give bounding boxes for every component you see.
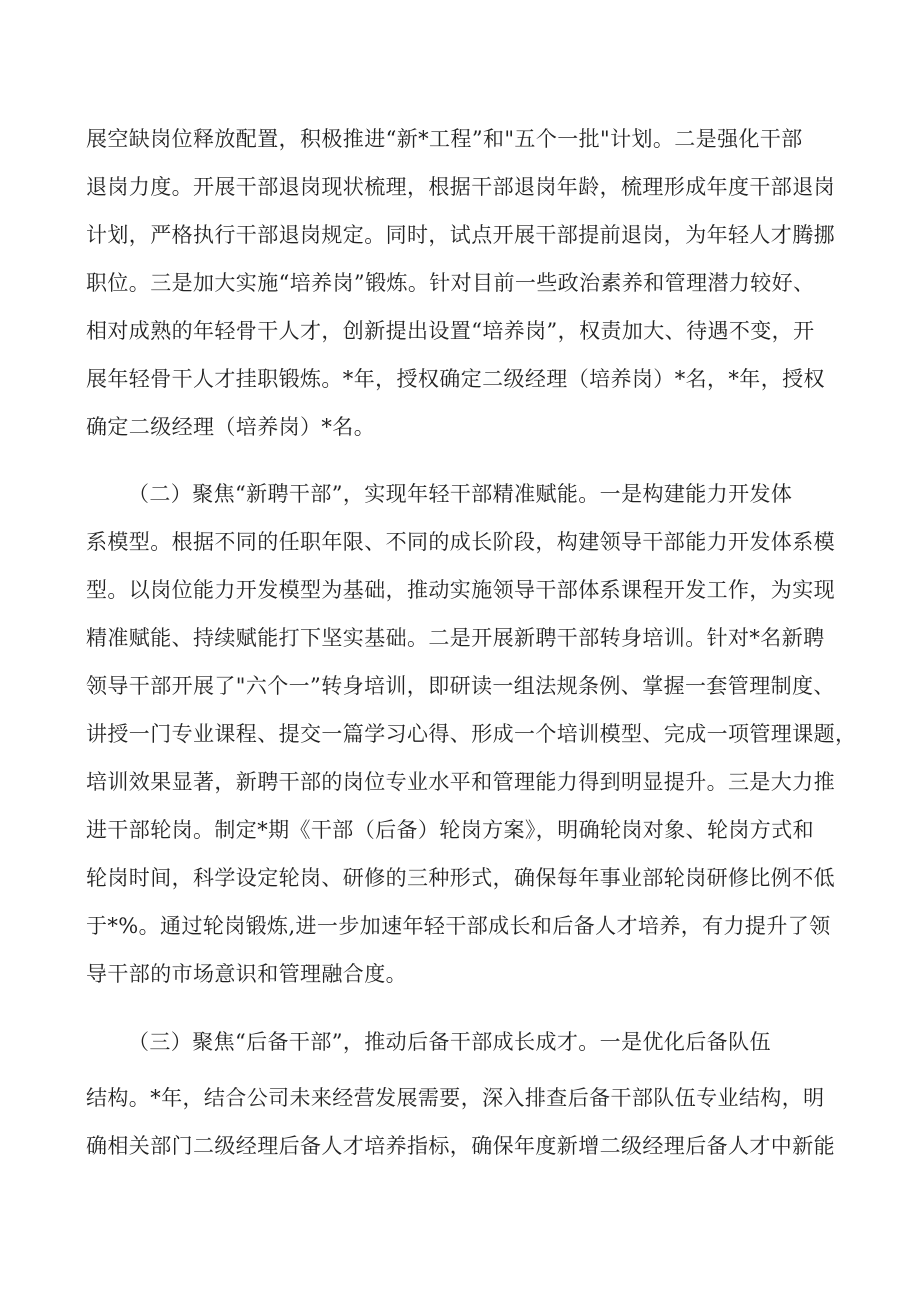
text-line: 退岗力度。开展干部退岗现状梳理，根据干部退岗年龄，梳理形成年度干部退岗 bbox=[86, 175, 835, 199]
text-line: 相对成熟的年轻骨干人才，创新提出设置“培养岗”，权责加大、待遇不变，开 bbox=[86, 319, 815, 343]
text-line: 导干部的市场意识和管理融合度。 bbox=[86, 962, 407, 986]
text-line: 职位。三是加大实施“培养岗”锻炼。针对目前一些政治素养和管理潜力较好、 bbox=[86, 271, 815, 295]
paragraph-heading-line: （三）聚焦“后备干部”，推动后备干部成长成才。一是优化后备队伍 bbox=[128, 1030, 771, 1054]
text-line: 确相关部门二级经理后备人才培养指标，确保年度新增二级经理后备人才中新能 bbox=[86, 1134, 835, 1158]
text-line: 确定二级经理（培养岗）*名。 bbox=[86, 415, 376, 439]
text-line: 结构。*年，结合公司未来经营发展需要，深入排查后备干部队伍专业结构，明 bbox=[86, 1086, 825, 1110]
text-line: 领导干部开展了"六个一”转身培训，即研读一组法规条例、掌握一套管理制度、 bbox=[86, 674, 835, 698]
text-line: 展空缺岗位释放配置，积极推进“新*工程”和"五个一批"计划。二是强化干部 bbox=[86, 127, 803, 151]
text-line: 于*%。通过轮岗锻炼,进一步加速年轻干部成长和后备人才培养，有力提升了领 bbox=[86, 914, 831, 938]
text-line: 培训效果显著，新聘干部的岗位专业水平和管理能力得到明显提升。三是大力推 bbox=[86, 770, 835, 794]
text-line: 进干部轮岗。制定*期《干部（后备）轮岗方案》，明确轮岗对象、轮岗方式和 bbox=[86, 818, 814, 842]
text-line: 系模型。根据不同的任职年限、不同的成长阶段，构建领导干部能力开发体系模 bbox=[86, 530, 835, 554]
text-line: 讲授一门专业课程、提交一篇学习心得、形成一个培训模型、完成一项管理课题， bbox=[86, 722, 857, 746]
text-line: 计划，严格执行干部退岗规定。同时，试点开展干部提前退岗，为年轻人才腾挪 bbox=[86, 223, 835, 247]
text-line: 展年轻骨干人才挂职锻炼。*年，授权确定二级经理（培养岗）*名，*年，授权 bbox=[86, 367, 825, 391]
text-line: 型。以岗位能力开发模型为基础，推动实施领导干部体系课程开发工作，为实现 bbox=[86, 578, 835, 602]
paragraph-heading-line: （二）聚焦“新聘干部”，实现年轻干部精准赋能。一是构建能力开发体 bbox=[128, 482, 793, 506]
text-line: 轮岗时间，科学设定轮岗、研修的三种形式，确保每年事业部轮岗研修比例不低 bbox=[86, 866, 835, 890]
text-line: 精准赋能、持续赋能打下坚实基础。二是开展新聘干部转身培训。针对*名新聘 bbox=[86, 626, 825, 650]
